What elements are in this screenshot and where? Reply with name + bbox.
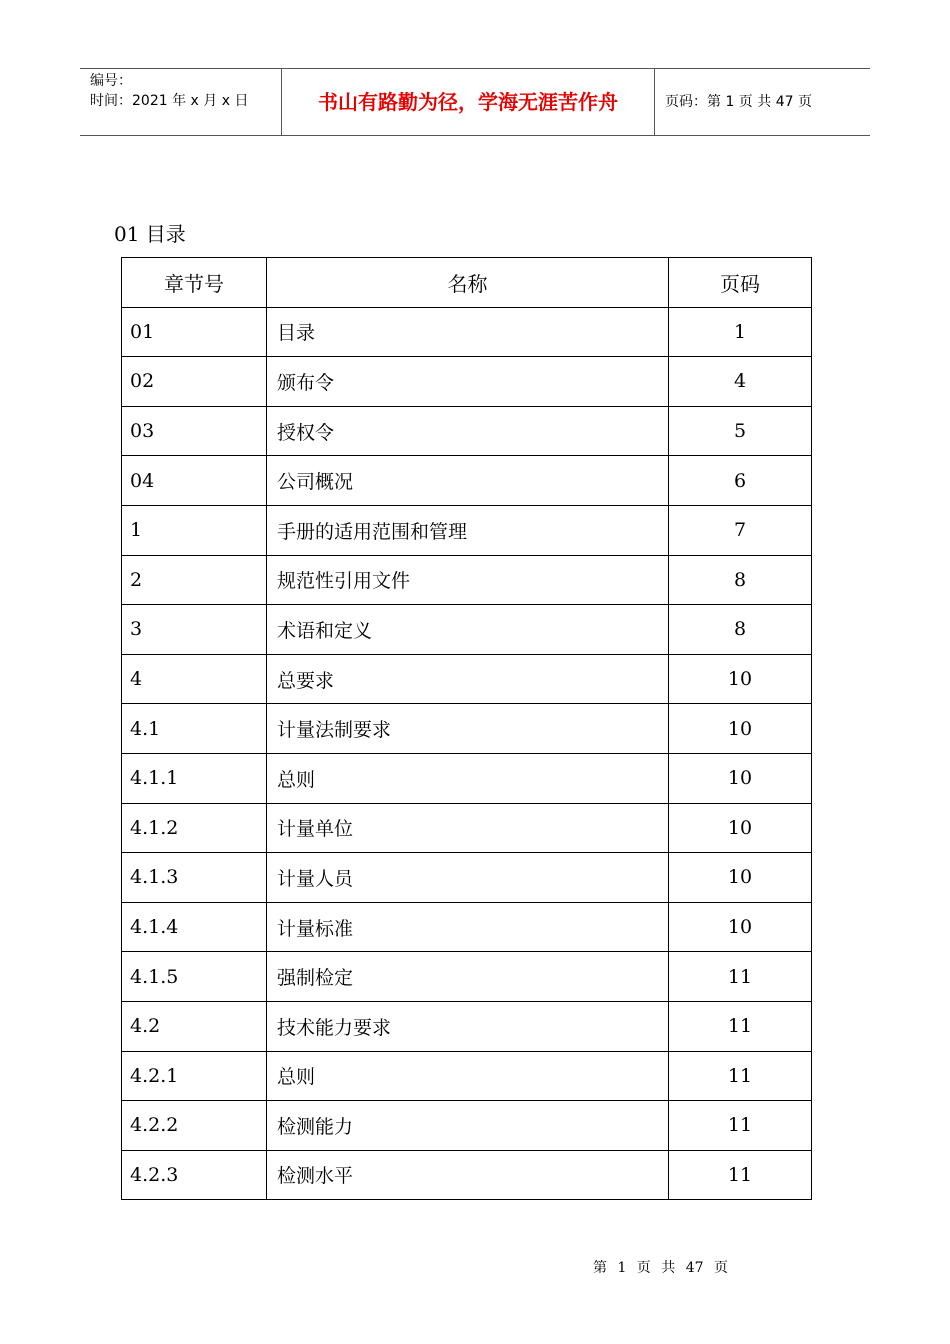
table-row xyxy=(122,853,812,903)
chapter-name-cell: 目录 xyxy=(267,307,669,357)
chapter-name-cell: 检测能力 xyxy=(267,1101,669,1151)
table-row xyxy=(122,456,812,506)
chapter-number-cell: 4.1.2 xyxy=(122,803,267,853)
chapter-name-cell: 技术能力要求 xyxy=(267,1001,669,1051)
column-header-chapter: 章节号 xyxy=(122,258,267,308)
page-number-cell: 8 xyxy=(669,605,812,655)
table-row xyxy=(122,307,812,357)
page-number-cell: 10 xyxy=(669,902,812,952)
chapter-number-cell: 4.2.2 xyxy=(122,1101,267,1151)
page-number-cell: 11 xyxy=(669,1001,812,1051)
header-page-info: 页码：第 1 页 共 47 页 xyxy=(665,94,812,110)
table-row xyxy=(122,406,812,456)
chapter-number-cell: 4.1.5 xyxy=(122,952,267,1002)
chapter-name-cell: 手册的适用范围和管理 xyxy=(267,505,669,555)
table-row xyxy=(122,902,812,952)
page-number-cell: 11 xyxy=(669,952,812,1002)
page-number-cell: 1 xyxy=(669,307,812,357)
chapter-number-cell: 4.1 xyxy=(122,704,267,754)
page-number-cell: 7 xyxy=(669,505,812,555)
chapter-name-cell: 计量标准 xyxy=(267,902,669,952)
page-number-cell: 10 xyxy=(669,654,812,704)
page-number-cell: 8 xyxy=(669,555,812,605)
column-header-page: 页码 xyxy=(669,258,812,308)
document-time-label: 时间：2021 年 x 月 x 日 xyxy=(90,93,249,109)
table-row xyxy=(122,753,812,803)
chapter-name-cell: 术语和定义 xyxy=(267,605,669,655)
chapter-number-cell: 4 xyxy=(122,654,267,704)
table-row xyxy=(122,555,812,605)
page-header xyxy=(80,68,870,136)
chapter-number-cell: 03 xyxy=(122,406,267,456)
chapter-number-cell: 3 xyxy=(122,605,267,655)
column-header-name: 名称 xyxy=(267,258,669,308)
page-number-cell: 11 xyxy=(669,1150,812,1200)
chapter-number-cell: 01 xyxy=(122,307,267,357)
chapter-number-cell: 1 xyxy=(122,505,267,555)
footer-page-number: 第 1 页 共 47 页 xyxy=(593,1260,728,1276)
page-number-cell: 10 xyxy=(669,803,812,853)
table-row xyxy=(122,505,812,555)
table-row xyxy=(122,803,812,853)
chapter-name-cell: 授权令 xyxy=(267,406,669,456)
chapter-name-cell: 规范性引用文件 xyxy=(267,555,669,605)
page-number-cell: 6 xyxy=(669,456,812,506)
toc-table xyxy=(121,257,812,1200)
page-number-cell: 5 xyxy=(669,406,812,456)
chapter-name-cell: 总则 xyxy=(267,1051,669,1101)
chapter-name-cell: 颁布令 xyxy=(267,357,669,407)
toc-header-row xyxy=(122,258,812,308)
chapter-name-cell: 总则 xyxy=(267,753,669,803)
page-number-cell: 11 xyxy=(669,1101,812,1151)
table-row xyxy=(122,1101,812,1151)
table-row xyxy=(122,1051,812,1101)
chapter-name-cell: 计量法制要求 xyxy=(267,704,669,754)
table-row xyxy=(122,952,812,1002)
table-row xyxy=(122,605,812,655)
chapter-number-cell: 4.1.3 xyxy=(122,853,267,903)
table-row xyxy=(122,654,812,704)
section-title: 01 目录 xyxy=(114,222,186,246)
chapter-number-cell: 4.2.1 xyxy=(122,1051,267,1101)
table-row xyxy=(122,1001,812,1051)
toc-body xyxy=(122,307,812,1200)
page-number-cell: 10 xyxy=(669,853,812,903)
page-number-cell: 10 xyxy=(669,753,812,803)
page-number-cell: 10 xyxy=(669,704,812,754)
chapter-name-cell: 公司概况 xyxy=(267,456,669,506)
chapter-number-cell: 04 xyxy=(122,456,267,506)
chapter-name-cell: 计量单位 xyxy=(267,803,669,853)
document-code-label: 编号： xyxy=(90,73,132,89)
chapter-name-cell: 总要求 xyxy=(267,654,669,704)
chapter-number-cell: 4.2.3 xyxy=(122,1150,267,1200)
chapter-name-cell: 计量人员 xyxy=(267,853,669,903)
chapter-name-cell: 检测水平 xyxy=(267,1150,669,1200)
chapter-number-cell: 4.2 xyxy=(122,1001,267,1051)
chapter-number-cell: 2 xyxy=(122,555,267,605)
page-number-cell: 4 xyxy=(669,357,812,407)
chapter-number-cell: 02 xyxy=(122,357,267,407)
chapter-number-cell: 4.1.1 xyxy=(122,753,267,803)
chapter-number-cell: 4.1.4 xyxy=(122,902,267,952)
header-meta xyxy=(80,69,282,135)
table-row xyxy=(122,1150,812,1200)
page-number-cell: 11 xyxy=(669,1051,812,1101)
table-row xyxy=(122,357,812,407)
table-row xyxy=(122,704,812,754)
header-motto: 书山有路勤为径，学海无涯苦作舟 xyxy=(282,69,655,135)
chapter-name-cell: 强制检定 xyxy=(267,952,669,1002)
